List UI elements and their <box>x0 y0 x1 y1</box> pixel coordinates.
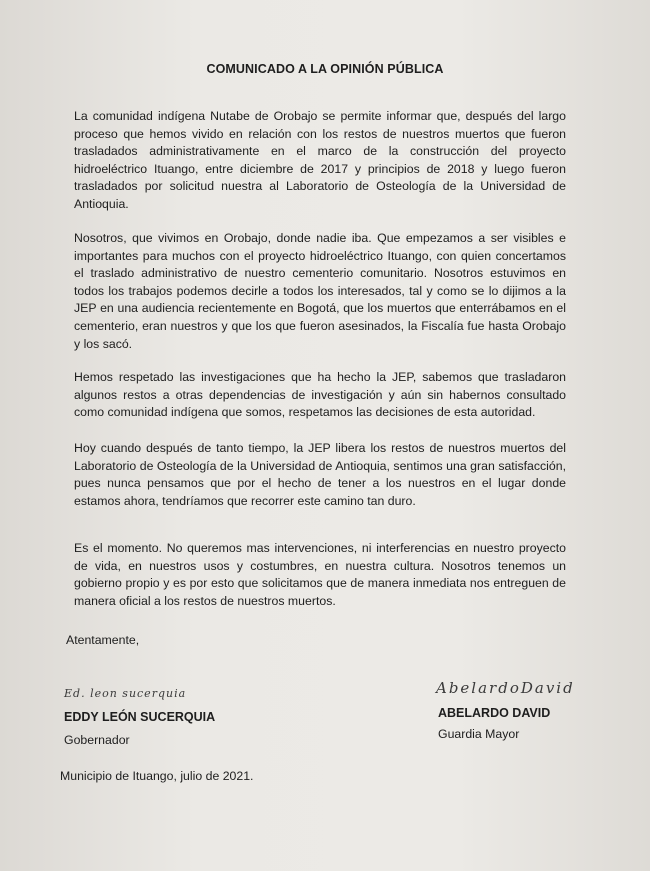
paragraph-1: La comunidad indígena Nutabe de Orobajo se permite informar que, después del largo proceso que hemos vivido en relación con los restos de nuestros muertos que fueron trasladados administrativamente en el marco de la construcción del proyecto hidroeléctrico Ituango, entre diciembre de 2017 y principios de 2018 y luego fueron trasladados por solicitud nuestra al Laboratorio de Osteología de la Universidad de Antioquia. <box>74 109 566 211</box>
closing-salutation: Atentamente, <box>66 633 140 647</box>
place-and-date: Municipio de Ituango, julio de 2021. <box>60 769 254 783</box>
paragraph-3: Hemos respetado las investigaciones que ha hecho la JEP, sabemos que trasladaron algunos restos a otras dependencias de investigación y aún sin habernos consultado como comunidad indígena que somos, respetamos las decisiones de esta autoridad. <box>74 370 566 420</box>
signatory-name-left: EDDY LEÓN SUCERQUIA <box>64 710 216 724</box>
paragraph-4: Hoy cuando después de tanto tiempo, la JEP libera los restos de nuestros muertos del Laboratorio de Osteología de la Universidad de Antioquia, sentimos una gran satisfacción, pues nunca pensamos que por el hecho de tener a los nuestros en el lugar donde estamos ahora, tendríamos que recorrer este camino tan duro. <box>74 441 566 508</box>
paragraph-2: Nosotros, que vivimos en Orobajo, donde nadie iba. Que empezamos a ser visibles e importantes para muchos con el proyecto hidroeléctrico Ituango, con quien concertamos el traslado administrativo de nuestro cementerio comunitario. Nosotros estuvimos en todos los trabajos podemos decirle a todos los interesados, tal y como se lo dijimos a la JEP en una audiencia recientemente en Bogotá, que los muertos que enterrábamos en el cementerio, eran nuestros y que los que fueron asesinados, la Fiscalía fue hasta Orobajo y los sacó. <box>74 231 566 351</box>
document-title: COMUNICADO A LA OPINIÓN PÚBLICA <box>206 62 444 76</box>
signatory-name-right: ABELARDO DAVID <box>438 706 551 720</box>
signatory-role-left: Gobernador <box>64 733 130 747</box>
paragraph-5: Es el momento. No queremos mas intervenciones, ni interferencias en nuestro proyecto de vida, en nuestros usos y costumbres, en nuestra cultura. Nosotros tenemos un gobierno propio y es por esto que solicitamos que de manera inmediata nos entreguen de manera oficial a los restos de nuestros muertos. <box>74 541 566 608</box>
handwritten-signature-right: AbelardoDavid <box>436 679 575 697</box>
handwritten-signature-left: Ed. leon sucerquia <box>64 687 187 700</box>
signatory-role-right: Guardia Mayor <box>438 727 520 741</box>
